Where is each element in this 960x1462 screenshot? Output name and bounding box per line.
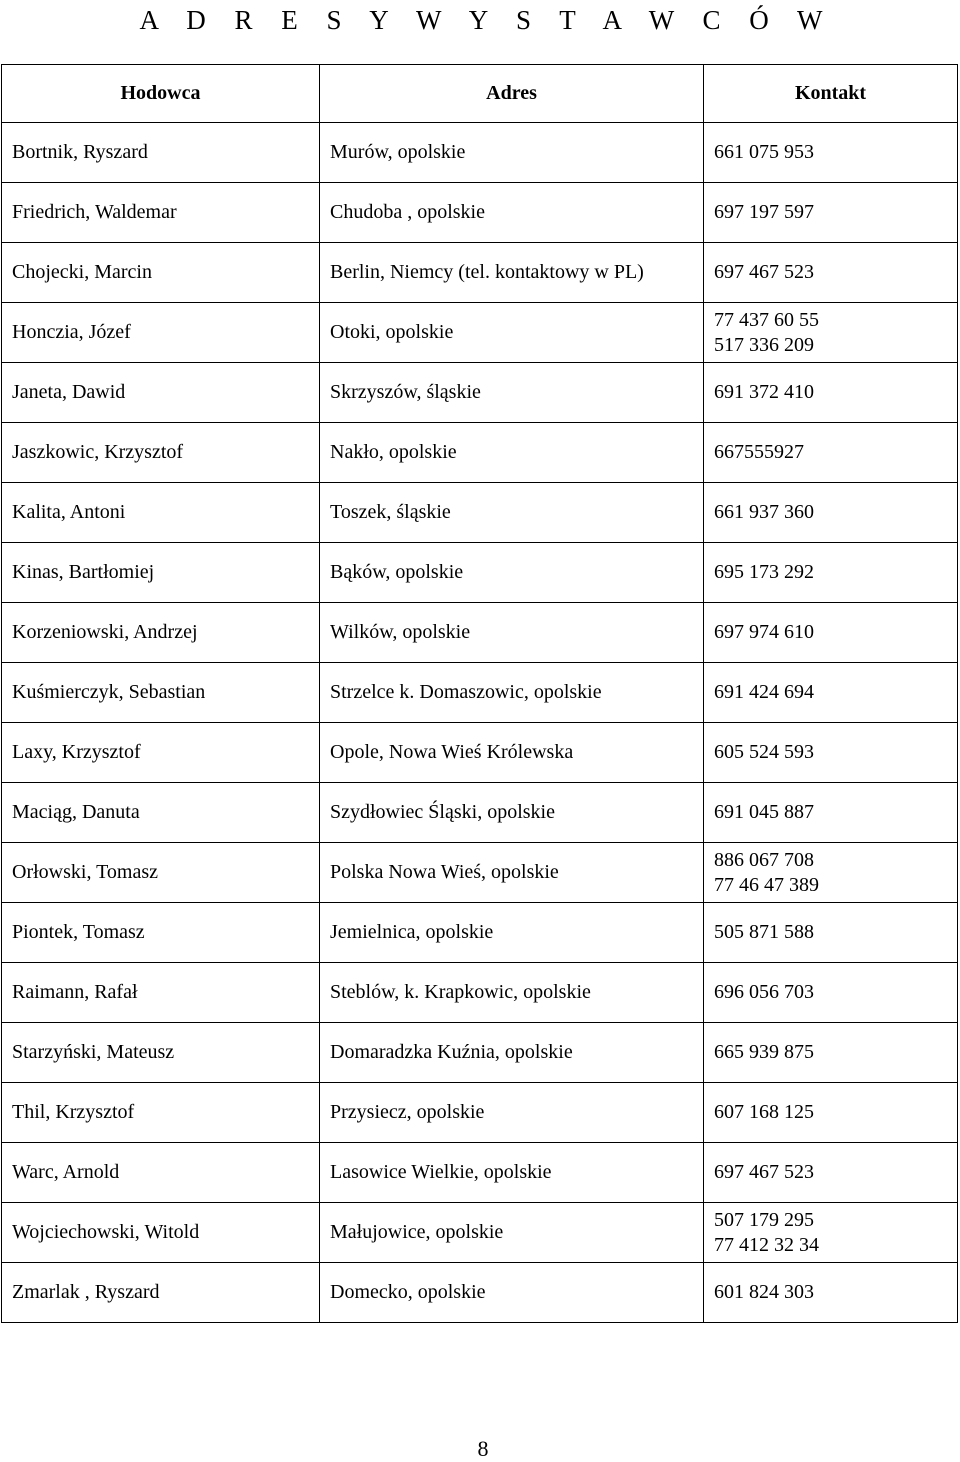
phone-number: 697 467 523 [714, 1161, 814, 1183]
address-cell: Skrzyszów, śląskie [320, 363, 704, 423]
phone-number: 505 871 588 [714, 921, 814, 943]
breeder-name-cell: Wojciechowski, Witold [2, 1203, 320, 1263]
table-row [2, 903, 958, 963]
phone-number: 691 372 410 [714, 381, 814, 403]
contact-cell [704, 903, 958, 963]
breeder-name-cell: Orłowski, Tomasz [2, 843, 320, 903]
phone-number: 886 067 708 [714, 848, 814, 871]
phone-number: 517 336 209 [714, 333, 814, 356]
contact-cell [704, 483, 958, 543]
address-cell: Szydłowiec Śląski, opolskie [320, 783, 704, 843]
page-number: 8 [477, 1436, 489, 1461]
contact-cell [704, 183, 958, 243]
breeder-name-cell: Honczia, Józef [2, 303, 320, 363]
address-cell: Strzelce k. Domaszowic, opolskie [320, 663, 704, 723]
phone-number: 667555927 [714, 441, 804, 463]
contact-cell [704, 303, 958, 363]
contact-cell [704, 1143, 958, 1203]
address-cell: Otoki, opolskie [320, 303, 704, 363]
breeder-name-cell: Chojecki, Marcin [2, 243, 320, 303]
phone-number: 665 939 875 [714, 1041, 814, 1063]
contact-cell [704, 543, 958, 603]
breeder-name-cell: Kalita, Antoni [2, 483, 320, 543]
phone-number: 697 974 610 [714, 621, 814, 643]
phone-number: 695 173 292 [714, 561, 814, 583]
address-cell: Lasowice Wielkie, opolskie [320, 1143, 704, 1203]
exhibitors-table [1, 64, 958, 1323]
table-row [2, 1023, 958, 1083]
address-cell: Domecko, opolskie [320, 1263, 704, 1323]
column-header-address: Adres [320, 65, 704, 123]
breeder-name-cell: Piontek, Tomasz [2, 903, 320, 963]
contact-cell [704, 1263, 958, 1323]
table-row [2, 603, 958, 663]
address-cell: Opole, Nowa Wieś Królewska [320, 723, 704, 783]
contact-cell [704, 363, 958, 423]
breeder-name-cell: Raimann, Rafał [2, 963, 320, 1023]
phone-number: 77 46 47 389 [714, 873, 819, 896]
phone-number: 507 179 295 [714, 1208, 814, 1231]
contact-cell [704, 123, 958, 183]
table-row [2, 123, 958, 183]
breeder-name-cell: Jaszkowic, Krzysztof [2, 423, 320, 483]
table-row [2, 843, 958, 903]
table-row [2, 663, 958, 723]
phone-number: 605 524 593 [714, 741, 814, 763]
address-cell: Małujowice, opolskie [320, 1203, 704, 1263]
breeder-name-cell: Maciąg, Danuta [2, 783, 320, 843]
breeder-name-cell: Laxy, Krzysztof [2, 723, 320, 783]
address-cell: Jemielnica, opolskie [320, 903, 704, 963]
contact-cell [704, 1203, 958, 1263]
page-title: A D R E S Y W Y S T A W C Ó W [139, 5, 827, 35]
table-row [2, 363, 958, 423]
table-row [2, 1263, 958, 1323]
phone-number: 601 824 303 [714, 1281, 814, 1303]
table-row [2, 483, 958, 543]
address-cell: Wilków, opolskie [320, 603, 704, 663]
breeder-name-cell: Thil, Krzysztof [2, 1083, 320, 1143]
address-cell: Chudoba , opolskie [320, 183, 704, 243]
table-row [2, 183, 958, 243]
column-header-breeder: Hodowca [2, 65, 320, 123]
table-body [2, 123, 958, 1323]
address-cell: Przysiecz, opolskie [320, 1083, 704, 1143]
phone-number: 607 168 125 [714, 1101, 814, 1123]
table-row [2, 1203, 958, 1263]
contact-cell [704, 843, 958, 903]
phone-number: 661 937 360 [714, 501, 814, 523]
table-row [2, 543, 958, 603]
breeder-name-cell: Warc, Arnold [2, 1143, 320, 1203]
table-row [2, 1143, 958, 1203]
contact-cell [704, 783, 958, 843]
contact-cell [704, 423, 958, 483]
table-row [2, 303, 958, 363]
phone-number: 77 437 60 55 [714, 308, 819, 331]
phone-number: 697 467 523 [714, 261, 814, 283]
phone-number: 696 056 703 [714, 981, 814, 1003]
phone-number: 691 424 694 [714, 681, 814, 703]
breeder-name-cell: Korzeniowski, Andrzej [2, 603, 320, 663]
breeder-name-cell: Zmarlak , Ryszard [2, 1263, 320, 1323]
breeder-name-cell: Kinas, Bartłomiej [2, 543, 320, 603]
contact-cell [704, 1083, 958, 1143]
phone-number: 697 197 597 [714, 201, 814, 223]
breeder-name-cell: Friedrich, Waldemar [2, 183, 320, 243]
column-header-contact: Kontakt [704, 65, 958, 123]
table-row [2, 783, 958, 843]
breeder-name-cell: Starzyński, Mateusz [2, 1023, 320, 1083]
contact-cell [704, 963, 958, 1023]
address-cell: Nakło, opolskie [320, 423, 704, 483]
table-header-row [2, 65, 958, 123]
address-cell: Murów, opolskie [320, 123, 704, 183]
contact-cell [704, 603, 958, 663]
table-row [2, 423, 958, 483]
address-cell: Berlin, Niemcy (tel. kontaktowy w PL) [320, 243, 704, 303]
table-row [2, 723, 958, 783]
phone-number: 661 075 953 [714, 141, 814, 163]
address-cell: Toszek, śląskie [320, 483, 704, 543]
contact-cell [704, 663, 958, 723]
contact-cell [704, 723, 958, 783]
address-cell: Steblów, k. Krapkowic, opolskie [320, 963, 704, 1023]
breeder-name-cell: Janeta, Dawid [2, 363, 320, 423]
breeder-name-cell: Kuśmierczyk, Sebastian [2, 663, 320, 723]
address-cell: Domaradzka Kuźnia, opolskie [320, 1023, 704, 1083]
phone-number: 691 045 887 [714, 801, 814, 823]
table-row [2, 1083, 958, 1143]
breeder-name-cell: Bortnik, Ryszard [2, 123, 320, 183]
table-row [2, 963, 958, 1023]
contact-cell [704, 1023, 958, 1083]
phone-number: 77 412 32 34 [714, 1233, 819, 1256]
address-cell: Bąków, opolskie [320, 543, 704, 603]
table-row [2, 243, 958, 303]
contact-cell [704, 243, 958, 303]
address-cell: Polska Nowa Wieś, opolskie [320, 843, 704, 903]
